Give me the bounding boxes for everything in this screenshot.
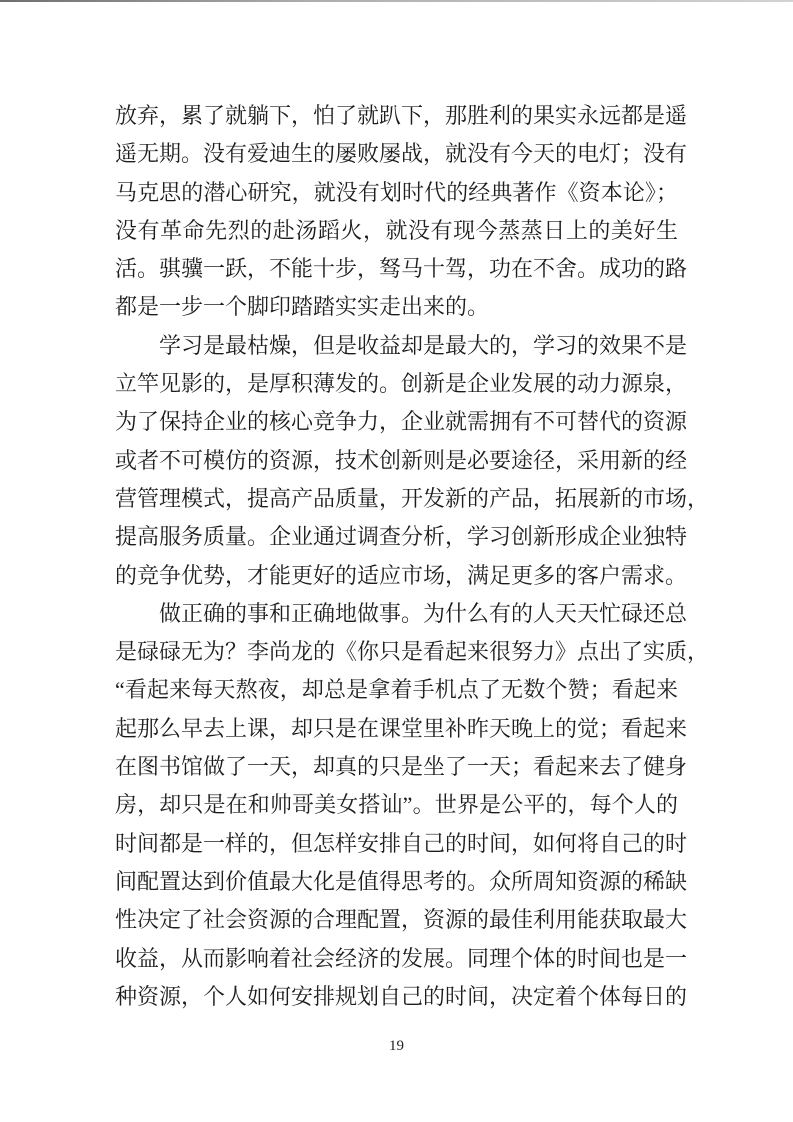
text-line: 是碌碌无为？李尚龙的《你只是看起来很努力》点出了实质， bbox=[115, 639, 710, 665]
scan-artifact-line bbox=[0, 0, 793, 2]
paragraph bbox=[115, 97, 688, 327]
text-line: 的竞争优势，才能更好的适应市场，满足更多的客户需求。 bbox=[115, 562, 688, 588]
text-line: 时间都是一样的，但怎样安排自己的时间，如何将自己的时 bbox=[115, 830, 688, 856]
body-text bbox=[115, 97, 710, 1016]
text-line: 或者不可模仿的资源，技术创新则是必要途径，采用新的经 bbox=[115, 447, 688, 473]
text-line: 马克思的潜心研究，就没有划时代的经典著作《资本论》； bbox=[115, 179, 678, 205]
text-line: 房，却只是在和帅哥美女搭讪”。世界是公平的，每个人的 bbox=[115, 792, 678, 818]
text-line: 都是一步一个脚印踏踏实实走出来的。 bbox=[115, 294, 490, 320]
text-line: 放弃，累了就躺下，怕了就趴下，那胜利的果实永远都是遥 bbox=[115, 103, 688, 128]
text-line: 种资源，个人如何安排规划自己的时间，决定着个体每日的 bbox=[115, 983, 688, 1009]
text-line: 活。骐骥一跃，不能十步，驽马十驾，功在不舍。成功的路 bbox=[115, 256, 688, 282]
text-line: 为了保持企业的核心竞争力，企业就需拥有不可替代的资源 bbox=[115, 409, 688, 435]
text-line: 在图书馆做了一天，却真的只是坐了一天；看起来去了健身 bbox=[115, 754, 688, 780]
paragraph bbox=[115, 327, 710, 595]
text-line: 提高服务质量。企业通过调查分析，学习创新形成企业独特 bbox=[115, 524, 688, 550]
text-line: 遥无期。没有爱迪生的屡败屡战，就没有今天的电灯；没有 bbox=[115, 141, 688, 167]
page-number: 19 bbox=[389, 1038, 404, 1054]
text-line: 没有革命先烈的赴汤蹈火，就没有现今蒸蒸日上的美好生 bbox=[115, 217, 678, 243]
text-line: 学习是最枯燥，但是收益却是最大的，学习的效果不是 bbox=[159, 332, 688, 358]
text-line: 间配置达到价值最大化是值得思考的。众所周知资源的稀缺 bbox=[115, 868, 688, 894]
text-line: “看起来每天熬夜，却总是拿着手机点了无数个赞；看起来 bbox=[115, 677, 678, 703]
text-line: 性决定了社会资源的合理配置，资源的最佳利用能获取最大 bbox=[115, 907, 688, 933]
text-line: 营管理模式，提高产品质量，开发新的产品，拓展新的市场， bbox=[115, 485, 710, 511]
text-line: 做正确的事和正确地做事。为什么有的人天天忙碌还总 bbox=[159, 600, 688, 626]
text-line: 收益，从而影响着社会经济的发展。同理个体的时间也是一 bbox=[115, 945, 688, 971]
paragraph bbox=[115, 595, 710, 1016]
text-line: 起那么早去上课，却只是在课堂里补昨天晚上的觉；看起来 bbox=[115, 715, 688, 741]
text-line: 立竿见影的，是厚积薄发的。创新是企业发展的动力源泉， bbox=[115, 371, 688, 397]
